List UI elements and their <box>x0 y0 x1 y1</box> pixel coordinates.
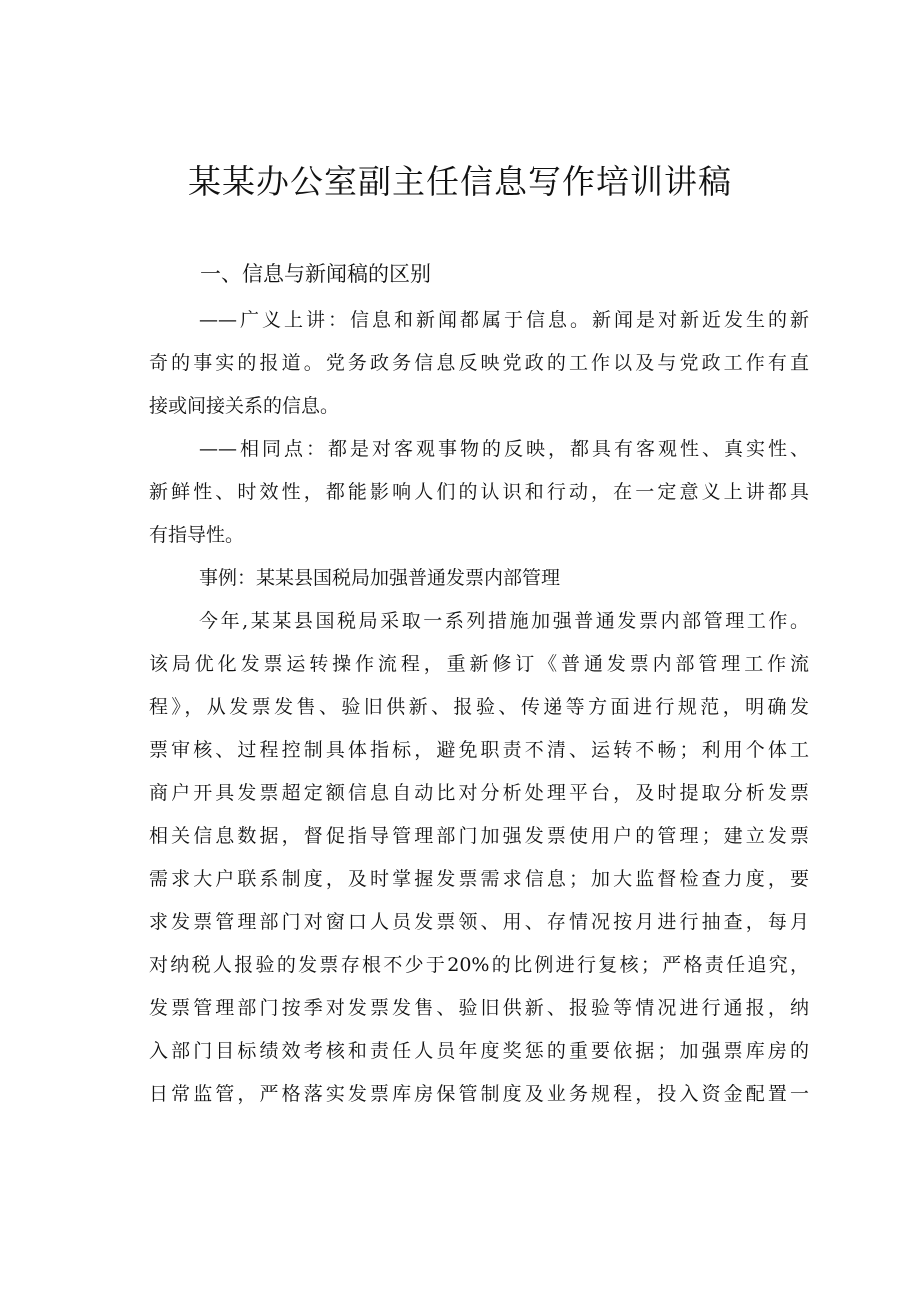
example-heading: 事例：某某县国税局加强普通发票内部管理 <box>199 567 561 589</box>
paragraph-line: 接或间接关系的信息。 <box>149 395 340 417</box>
paragraph-line: 今年,某某县国税局采取一系列措施加强普通发票内部管理工作。 <box>199 610 809 632</box>
paragraph-line: 需求大户联系制度，及时掌握发票需求信息；加大监督检查力度，要 <box>149 868 809 890</box>
paragraph-line: 求发票管理部门对窗口人员发票领、用、存情况按月进行抽查，每月 <box>149 911 809 933</box>
paragraph-line: 日常监管，严格落实发票库房保管制度及业务规程，投入资金配置一 <box>149 1083 809 1105</box>
paragraph-line: 新鲜性、时效性，都能影响人们的认识和行动，在一定意义上讲都具 <box>149 481 809 503</box>
paragraph-line: ——广义上讲：信息和新闻都属于信息。新闻是对新近发生的新 <box>199 309 809 331</box>
document-title: 某某办公室副主任信息写作培训讲稿 <box>188 162 732 201</box>
paragraph-line: 奇的事实的报道。党务政务信息反映党政的工作以及与党政工作有直 <box>149 352 809 374</box>
paragraph-line: 商户开具发票超定额信息自动比对分析处理平台，及时提取分析发票 <box>149 782 809 804</box>
section-heading: 一、信息与新闻稿的区别 <box>200 262 431 286</box>
paragraph-line: 有指导性。 <box>149 524 245 546</box>
paragraph-line: ——相同点：都是对客观事物的反映，都具有客观性、真实性、 <box>199 438 809 460</box>
paragraph-line: 相关信息数据，督促指导管理部门加强发票使用户的管理；建立发票 <box>149 825 809 847</box>
paragraph-line: 入部门目标绩效考核和责任人员年度奖惩的重要依据；加强票库房的 <box>149 1040 809 1062</box>
paragraph-line: 票审核、过程控制具体指标，避免职责不清、运转不畅；利用个体工 <box>149 739 809 761</box>
paragraph-line: 该局优化发票运转操作流程，重新修订《普通发票内部管理工作流 <box>149 653 809 675</box>
paragraph-line: 对纳税人报验的发票存根不少于20%的比例进行复核；严格责任追究， <box>149 954 809 976</box>
paragraph-line: 程》，从发票发售、验旧供新、报验、传递等方面进行规范，明确发 <box>149 696 809 718</box>
paragraph-line: 发票管理部门按季对发票发售、验旧供新、报验等情况进行通报，纳 <box>149 997 809 1019</box>
